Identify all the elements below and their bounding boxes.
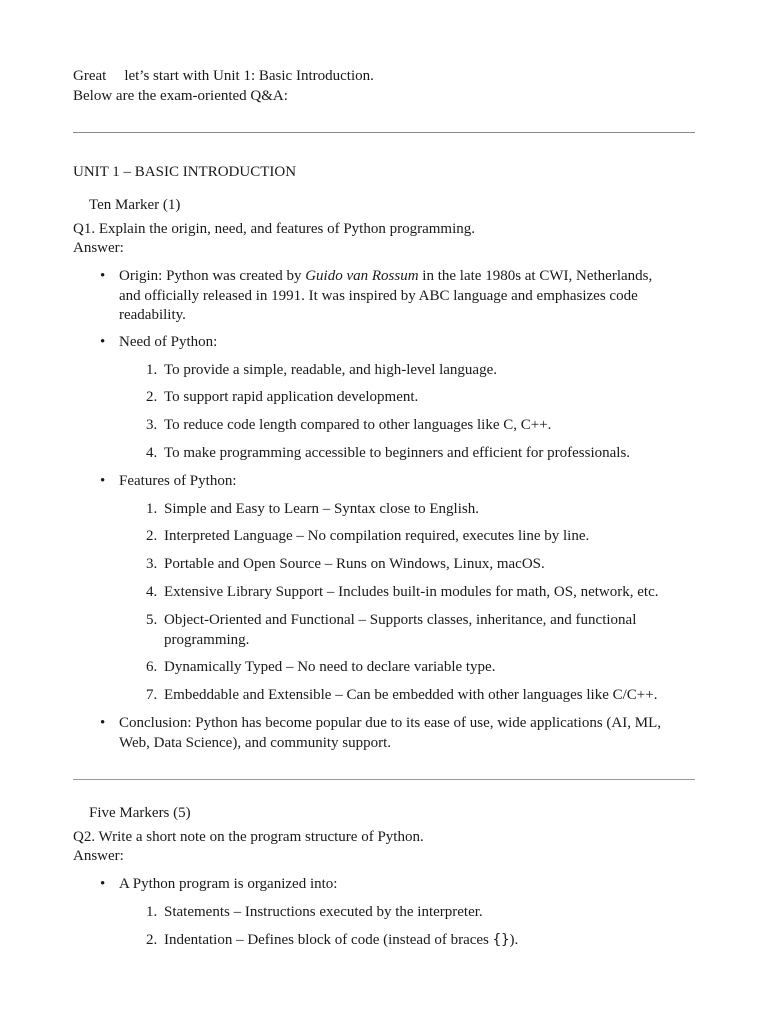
origin-text (119, 267, 685, 326)
question-q1: Q1. Explain the origin, need, and features of Python programming. (73, 221, 475, 237)
origin-suffix: in the late 1980s at CWI, Netherlands, (418, 268, 653, 284)
structure-item-text: Statements – Instructions executed by the interpreter. (164, 904, 483, 920)
need-item-text: To make programming accessible to beginners and efficient for professionals. (164, 445, 631, 461)
list-number: 4. (146, 445, 158, 461)
structure-item-2-text: Indentation – Defines block of code (instead of braces (164, 932, 493, 948)
divider (73, 779, 695, 780)
origin-prefix: Origin: Python was created by (119, 268, 306, 284)
feature-item-text: Interpreted Language – No compilation required, executes line by line. (164, 528, 590, 544)
intro-lead: Great (73, 68, 107, 84)
section-heading-ten-marker: Ten Marker (1) (89, 197, 181, 213)
feature-item-text: Extensive Library Support – Includes built-in modules for math, OS, network, etc. (164, 584, 659, 600)
bullet-marker: • (100, 876, 106, 892)
list-number: 4. (146, 584, 158, 600)
intro-line-1 (73, 67, 374, 86)
list-number: 7. (146, 687, 158, 703)
structure-intro: A Python program is organized into: (119, 876, 338, 892)
feature-item-text: Dynamically Typed – No need to declare variable type. (164, 659, 496, 675)
list-number: 3. (146, 556, 158, 572)
conclusion-text (119, 714, 685, 753)
list-number: 2. (146, 528, 158, 544)
feature-item-5-line-2: programming. (164, 631, 250, 648)
feature-item-text: Embeddable and Extensible – Can be embedded with other languages like C/C++. (164, 687, 658, 703)
unit-title: UNIT 1 – BASIC INTRODUCTION (73, 164, 297, 180)
feature-item-text: Portable and Open Source – Runs on Windows, Linux, macOS. (164, 556, 545, 572)
bullet-marker: • (100, 715, 106, 731)
need-label: Need of Python: (119, 334, 218, 350)
list-number: 3. (146, 417, 158, 433)
bullet-marker: • (100, 473, 106, 489)
list-number: 2. (146, 932, 158, 948)
need-item-text: To support rapid application development. (164, 389, 419, 405)
answer-label-q1: Answer: (73, 240, 124, 256)
braces-code: {} (492, 932, 510, 948)
feature-item-5-line-1: Object-Oriented and Functional – Supports classes, inheritance, and functional (164, 612, 637, 628)
answer-label-q2: Answer: (73, 848, 124, 864)
question-q2: Q2. Write a short note on the program structure of Python. (73, 829, 424, 845)
bullet-marker: • (100, 334, 106, 350)
list-number: 5. (146, 612, 158, 628)
origin-line-1 (119, 267, 685, 287)
conclusion-line-1: Conclusion: Python has become popular due to its ease of use, wide applications (AI, ML, (119, 715, 661, 731)
conclusion-line-2: Web, Data Science), and community support. (119, 734, 392, 751)
intro-line-2: Below are the exam-oriented Q&A: (73, 88, 288, 104)
intro-line-1-text: let’s start with Unit 1: Basic Introduction. (124, 68, 374, 84)
bullet-marker: • (100, 268, 106, 284)
structure-item-2-tail: ). (509, 932, 519, 948)
feature-item-text: Simple and Easy to Learn – Syntax close to English. (164, 501, 479, 517)
origin-line-3: readability. (119, 307, 186, 323)
section-heading-five-markers: Five Markers (5) (89, 805, 191, 821)
list-number: 1. (146, 501, 158, 517)
list-number: 1. (146, 362, 158, 378)
origin-creator-name: Guido van Rossum (305, 268, 419, 284)
divider (73, 132, 695, 133)
list-number: 1. (146, 904, 158, 920)
features-label: Features of Python: (119, 473, 237, 489)
origin-line-2: and officially released in 1991. It was inspired by ABC language and emphasizes code (119, 287, 638, 304)
list-number: 2. (146, 389, 158, 405)
need-item-text: To provide a simple, readable, and high-level language. (164, 362, 497, 378)
list-number: 6. (146, 659, 158, 675)
feature-item-text (164, 611, 685, 650)
structure-item-text (164, 931, 685, 951)
need-item-text: To reduce code length compared to other languages like C, C++. (164, 417, 552, 433)
